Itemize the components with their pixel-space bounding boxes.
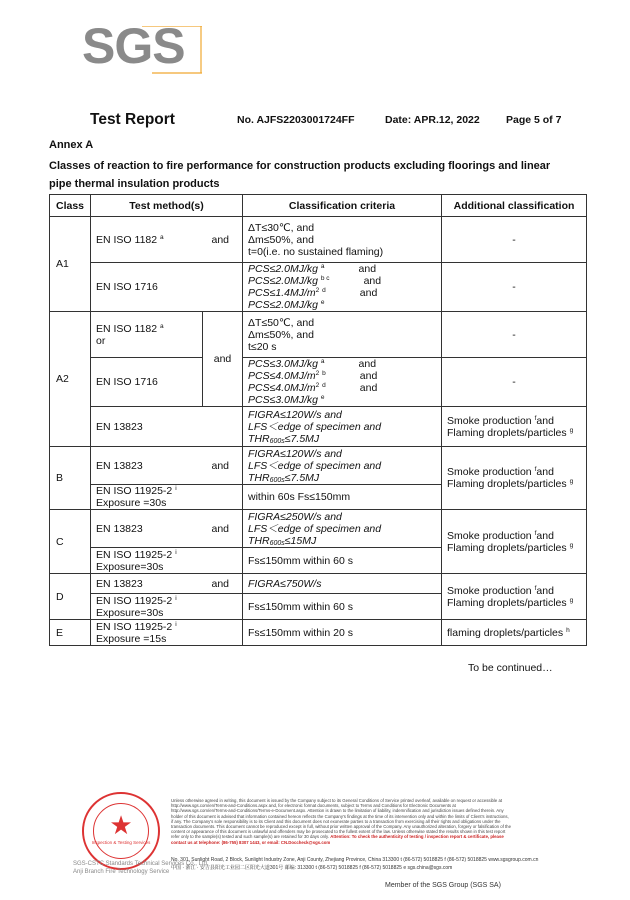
criteria-pcs: PCS≤3.0MJ/kg (248, 394, 318, 406)
branch-line-1: SGS-CSTC Standards Technical Services Co., Ltd. (73, 861, 209, 867)
method-iso1182: EN ISO 1182 (96, 322, 158, 335)
and-label: and (211, 233, 230, 246)
and-label: and (211, 577, 230, 590)
criteria-thr: $THR_{600s}\le 7.5MJ$ (248, 432, 320, 445)
company-seal (82, 792, 160, 870)
criteria-pcs: PCS≤1.4MJ/m (248, 287, 316, 299)
additional-cell: - (442, 312, 587, 358)
footnote-i: i (175, 485, 177, 492)
criteria-cell: PCS≤3.0MJ/kg $^a$ and $PCS\le 4.0MJ/m^2$ $^b$ and $PCS\le 4.0MJ/m^2$ $^d$ and PCS≤3.0MJ/kg $^e$ (243, 358, 442, 407)
additional-cell (442, 620, 587, 646)
classification-table (49, 194, 587, 646)
class-e: E (50, 620, 91, 646)
criteria-pcs: PCS≤2.0MJ/kg (248, 263, 318, 275)
legal-fineprint (171, 798, 511, 845)
star-icon: ★ (109, 810, 133, 840)
flaming-droplets: Flaming droplets/particles (447, 596, 567, 609)
footnote-d: d (322, 287, 326, 294)
criteria-thr: $THR_{600s}\le 15MJ$ (248, 534, 317, 547)
footnote-f: f (534, 529, 537, 537)
method-cell (91, 485, 243, 510)
criteria-tf: t≤20 s (248, 340, 277, 353)
method-cell (91, 217, 243, 263)
table-row (50, 217, 587, 263)
method-en13823: EN 13823 (96, 522, 143, 535)
and-label: and (363, 275, 382, 287)
criteria-pcs: PCS≤4.0MJ/m (248, 370, 316, 382)
criteria-cell (243, 217, 442, 263)
smoke-production: Smoke production (447, 584, 532, 597)
criteria-pcs: PCS≤4.0MJ/m (248, 382, 316, 394)
criteria-lfs: LFS＜edge of specimen and (248, 459, 382, 472)
method-iso1716: EN ISO 1716 (91, 358, 203, 407)
criteria-dm: Δm≤50%, and (248, 328, 314, 341)
method-cell (91, 548, 243, 574)
footnote-f: f (534, 584, 537, 592)
header-class: Class (50, 195, 91, 217)
sgs-logo (82, 18, 200, 76)
method-iso1182: EN ISO 1182 (96, 233, 158, 246)
fineprint-body: Unless otherwise agreed in writing, this document is issued by the Company subject to its General Conditions of Service printed overleaf, available on request or accessible at http://www.sgs.com/en/Terms-and-Conditions.aspx and, for electronic format documents, subject to Terms and Conditions for Electronic Documents at http://www.sgs.com/en/Terms-and-Conditions/Terms-e-Document.aspx. Attention is drawn to the limitation of liability, indemnification and jurisdiction issues defined therein. Any holder of this document is advised that information contained hereon reflects the Company's findings at the time of its intervention only and within the limits of Client's instructions, if any. The Company's sole responsibility is to its Client and this document does not exonerate parties to a transaction from exercising all their rights and obligations under the transaction documents. This document cannot be reproduced except in full, without prior written approval of the Company. Any unauthorized alteration, forgery or falsification of the content or appearance of this document is unlawful and offenders may be prosecuted to the fullest extent of the law. Unless otherwise stated the results shown in this test report refer only to the sample(s) tested and such sample(s) are retained for 30 days only. (171, 798, 511, 840)
footnote-a: a (160, 322, 164, 330)
and-label: and (358, 358, 377, 370)
table-row (50, 510, 587, 548)
criteria-dt: ΔT≤50℃, and (248, 316, 315, 329)
criteria-cell: within 60s Fs≤150mm (243, 485, 442, 510)
method-iso11925: EN ISO 11925-2 (96, 620, 173, 633)
additional-cell: - (442, 358, 587, 407)
criteria-lfs: LFS＜edge of specimen and (248, 522, 382, 535)
criteria-tf: t=0(i.e. no sustained flaming) (248, 245, 384, 258)
report-date: Date: APR.12, 2022 (385, 114, 480, 126)
method-cell (91, 510, 243, 548)
and-label: and (211, 522, 230, 535)
footnote-g: g (569, 541, 574, 549)
smoke-production: Smoke production (447, 529, 532, 542)
and-label: and (359, 370, 378, 382)
method-iso11925: EN ISO 11925-2 (96, 548, 173, 561)
flaming-droplets: flaming droplets/particles (447, 626, 564, 639)
and-label: and (536, 414, 554, 427)
branch-line-2: Anji Branch Fire Technology Service (73, 869, 170, 875)
method-cell (91, 447, 243, 485)
class-b: B (50, 447, 91, 510)
footnote-f: f (534, 466, 537, 473)
footnote-d: d (322, 382, 326, 389)
criteria-cell: Fs≤150mm within 60 s (243, 594, 442, 620)
additional-cell: - (442, 217, 587, 263)
footnote-g: g (569, 596, 574, 604)
smoke-production: Smoke production (447, 466, 532, 478)
page-number: Page 5 of 7 (506, 114, 562, 126)
method-en13823: EN 13823 (96, 577, 143, 590)
fineprint-attention: Attention: To check the authenticity of testing / inspection report & certificate, please contact us at telephone: (86-755) 8307 1443, or email: CN.Doccheck@sgs.com (171, 834, 504, 845)
footnote-i: i (175, 594, 177, 602)
table-row (50, 620, 587, 646)
criteria-pcs: PCS≤3.0MJ/kg (248, 358, 318, 370)
criteria-figra: FIGRA≤250W/s and (248, 510, 342, 523)
criteria-pcs: PCS≤2.0MJ/kg (248, 299, 318, 311)
class-c: C (50, 510, 91, 574)
criteria-cell (243, 407, 442, 447)
criteria-dt: ΔT≤30℃, and (248, 221, 315, 234)
table-row (50, 263, 587, 312)
class-a1: A1 (50, 217, 91, 312)
criteria-cell (243, 447, 442, 485)
and-label: and (359, 287, 378, 299)
criteria-cell: PCS≤2.0MJ/kg $^a$ and PCS≤2.0MJ/kg $^{b c}$ and $PCS\le 1.4MJ/m^2$ $^d$ and PCS≤2.0MJ/kg $^e$ (243, 263, 442, 312)
additional-cell (442, 407, 587, 447)
header-test-methods: Test method(s) (91, 195, 243, 217)
table-row (50, 358, 587, 407)
additional-cell (442, 574, 587, 620)
section-heading: Classes of reaction to fire performance for construction products excluding floorings and linear pipe thermal insulation products (49, 160, 551, 190)
criteria-figra: FIGRA≤120W/s and (248, 447, 342, 460)
footnote-bc: b c (320, 275, 330, 282)
criteria-cell: Fs≤150mm within 60 s (243, 548, 442, 574)
footnote-e: e (320, 299, 325, 306)
additional-cell (442, 510, 587, 574)
report-header (0, 112, 630, 130)
or-label: or (96, 334, 106, 347)
address-en: No. 301, Sunlight Road, 2 Block, Sunlight Industry Zone, Anji County, Zhejiang Province, China 313300 t (86-572) 5018825 f (86-572) 5018825 www.sgsgroup.com.cn (171, 857, 539, 863)
method-cell (91, 620, 243, 646)
seal-text: Inspection & Testing Services (91, 840, 151, 845)
footnote-a: a (320, 358, 325, 365)
additional-cell (442, 447, 587, 510)
report-title: Test Report (90, 111, 175, 128)
table-row (50, 447, 587, 485)
criteria-cell (243, 510, 442, 548)
method-iso11925: EN ISO 11925-2 (96, 594, 173, 607)
method-cell (91, 574, 243, 594)
and-label: and (536, 466, 554, 478)
method-cell (91, 312, 203, 358)
smoke-production: Smoke production (447, 414, 532, 427)
footnote-a: a (320, 263, 325, 270)
footnote-b: b (322, 370, 326, 377)
method-en13823: EN 13823 (91, 407, 243, 447)
criteria-lfs: LFS＜edge of specimen and (248, 420, 382, 433)
flaming-droplets: Flaming droplets/particles (447, 426, 567, 439)
header-criteria: Classification criteria (243, 195, 442, 217)
table-row (50, 312, 587, 358)
logo-text: SGS (82, 18, 185, 74)
method-en13823: EN 13823 (96, 459, 143, 472)
and-label: and (536, 529, 554, 542)
footnote-g: g (569, 478, 574, 485)
continued-note: To be continued… (468, 662, 553, 674)
additional-cell: - (442, 263, 587, 312)
address-cn: 中国 · 浙江 · 安吉县阳光工业园二区阳光大道301号 邮编: 313300 t (86-572) 5018825 f (86-572) 5018825 e sgs.china@sgs.com (171, 865, 453, 871)
criteria-cell: FIGRA≤750W/s (243, 574, 442, 594)
method-iso1716: EN ISO 1716 (91, 263, 243, 312)
exposure: Exposure =30s (96, 497, 167, 509)
class-a2: A2 (50, 312, 91, 447)
class-d: D (50, 574, 91, 620)
table-row (50, 574, 587, 594)
footnote-i: i (175, 620, 177, 628)
address-block (171, 856, 539, 872)
and-label: and (358, 263, 377, 275)
criteria-figra: FIGRA≤120W/s and (248, 408, 342, 421)
annex-label: Annex A (49, 139, 94, 151)
footnote-f: f (534, 414, 537, 422)
criteria-dm: Δm≤50%, and (248, 233, 314, 246)
table-header-row (50, 195, 587, 217)
table-row (50, 407, 587, 447)
criteria-cell: Fs≤150mm within 20 s (243, 620, 442, 646)
exposure: Exposure=30s (96, 560, 164, 573)
method-iso11925: EN ISO 11925-2 (96, 485, 173, 497)
report-number: No. AJFS2203001724FF (237, 114, 355, 126)
method-cell (91, 594, 243, 620)
and-cell: and (203, 312, 243, 407)
exposure: Exposure=30s (96, 606, 164, 619)
header-additional: Additional classification (442, 195, 587, 217)
and-label: and (211, 459, 230, 472)
criteria-pcs: PCS≤2.0MJ/kg (248, 275, 318, 287)
criteria-cell (243, 312, 442, 358)
and-label: and (536, 584, 554, 597)
exposure: Exposure =15s (96, 632, 167, 645)
flaming-droplets: Flaming droplets/particles (447, 478, 567, 490)
footnote-a: a (160, 233, 164, 241)
flaming-droplets: Flaming droplets/particles (447, 541, 567, 554)
and-label: and (359, 382, 378, 394)
criteria-thr: $THR_{600s}\le 7.5MJ$ (248, 471, 320, 484)
footnote-i: i (175, 548, 177, 556)
footnote-g: g (569, 426, 574, 434)
footnote-h: h (566, 626, 570, 634)
member-note: Member of the SGS Group (SGS SA) (385, 882, 501, 889)
footnote-e: e (320, 394, 325, 401)
